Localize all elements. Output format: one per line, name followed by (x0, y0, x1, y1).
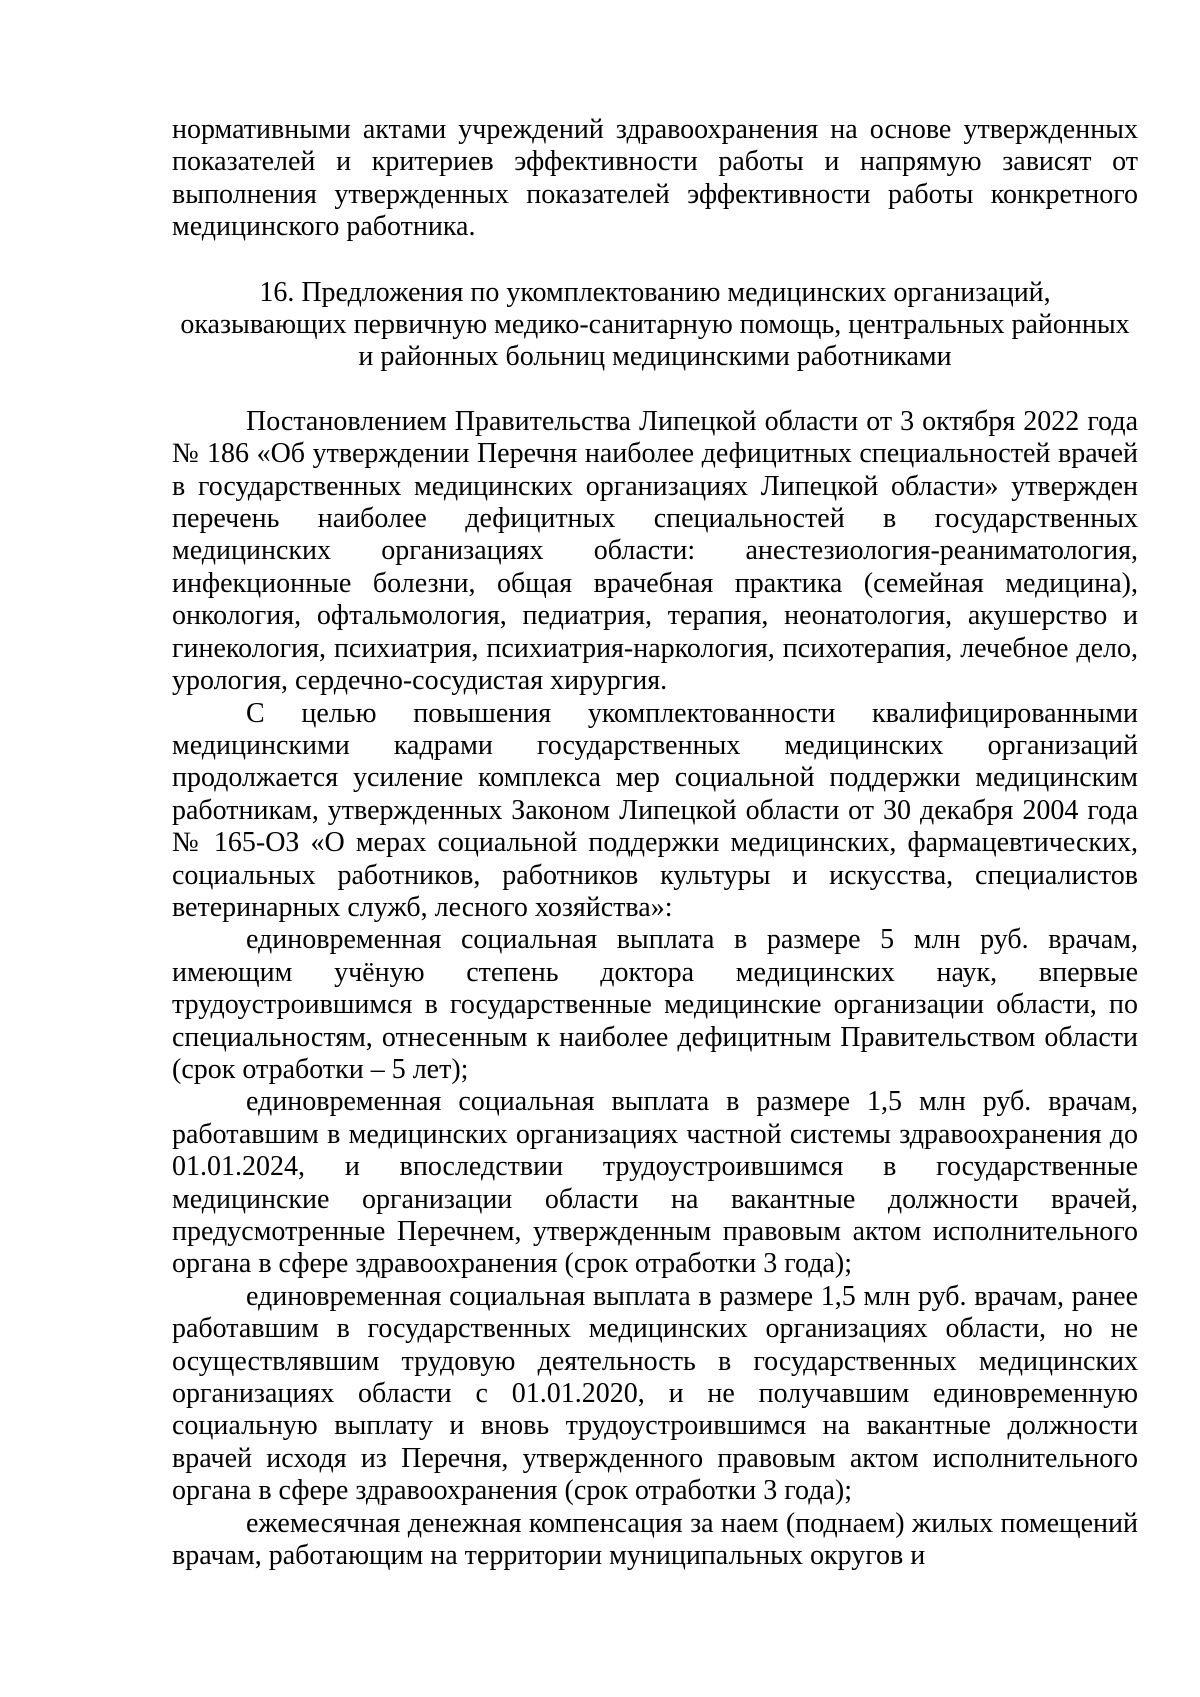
paragraph-payment-private-sector: единовременная социальная выплата в размере 1,5 млн руб. врачам, работавшим в медицинских организациях частной системы здравоохранения до 01.01.2024, и впоследствии трудоустроившимся в государственные медицинские организации области на вакантные должности врачей, предусмотренные Перечнем, утвержденным правовым актом исполнительного органа в сфере здравоохранения (срок отработки 3 года); (172, 1086, 1138, 1280)
paragraph-payment-5-million: единовременная социальная выплата в размере 5 млн руб. врачам, имеющим учёную степень доктора медицинских наук, впервые трудоустроившимся в государственные медицинские организации области, по специальностям, отнесенным к наиболее дефицитным Правительством области (срок отработки – 5 лет); (172, 924, 1138, 1085)
section-heading (172, 277, 1138, 374)
section-heading-line-2: оказывающих первичную медико-санитарную помощь, центральных районных (180, 309, 1130, 341)
section-heading-line-3: и районных больниц медицинскими работниками (358, 341, 952, 373)
paragraph-deficit-specialties: Постановлением Правительства Липецкой области от 3 октября 2022 года № 186 «Об утверждении Перечня наиболее дефицитных специальностей врачей в государственных медицинских организациях Липецкой области» утвержден перечень наиболее дефицитных специальностей в государственных медицинских организациях области: анестезиология-реаниматология, инфекционные болезни, общая врачебная практика (семейная медицина), онкология, офтальмология, педиатрия, терапия, неонатология, акушерство и гинекология, психиатрия, психиатрия-наркология, психотерапия, лечебное дело, урология, сердечно-сосудистая хирургия. (172, 405, 1138, 697)
document-body (172, 114, 1138, 1572)
paragraph-payment-returning-doctors: единовременная социальная выплата в размере 1,5 млн руб. врачам, ранее работавшим в государственных медицинских организациях области, но не осуществлявшим трудовую деятельность в государственных медицинских организациях области с 01.01.2020, и не получавшим единовременную социальную выплату и вновь трудоустроившимся на вакантные должности врачей исходя из Перечня, утвержденного правовым актом исполнительного органа в сфере здравоохранения (срок отработки 3 года); (172, 1280, 1138, 1507)
paragraph-social-support-measures: С целью повышения укомплектованности квалифицированными медицинскими кадрами государственных медицинских организаций продолжается усиление комплекса мер социальной поддержки медицинским работникам, утвержденных Законом Липецкой области от 30 декабря 2004 года № 165-ОЗ «О мерах социальной поддержки медицинских, фармацевтических, социальных работников, работников культуры и искусства, специалистов ветеринарных служб, лесного хозяйства»: (172, 697, 1138, 923)
section-heading-line-1: 16. Предложения по укомплектованию медицинских организаций, (259, 276, 1051, 308)
paragraph-housing-compensation: ежемесячная денежная компенсация за наем (поднаем) жилых помещений врачам, работающим на территории муниципальных округов и (172, 1507, 1138, 1572)
intro-paragraph: нормативными актами учреждений здравоохранения на основе утвержденных показателей и критериев эффективности работы и напрямую зависят от выполнения утвержденных показателей эффективности работы конкретного медицинского работника. (172, 114, 1138, 243)
